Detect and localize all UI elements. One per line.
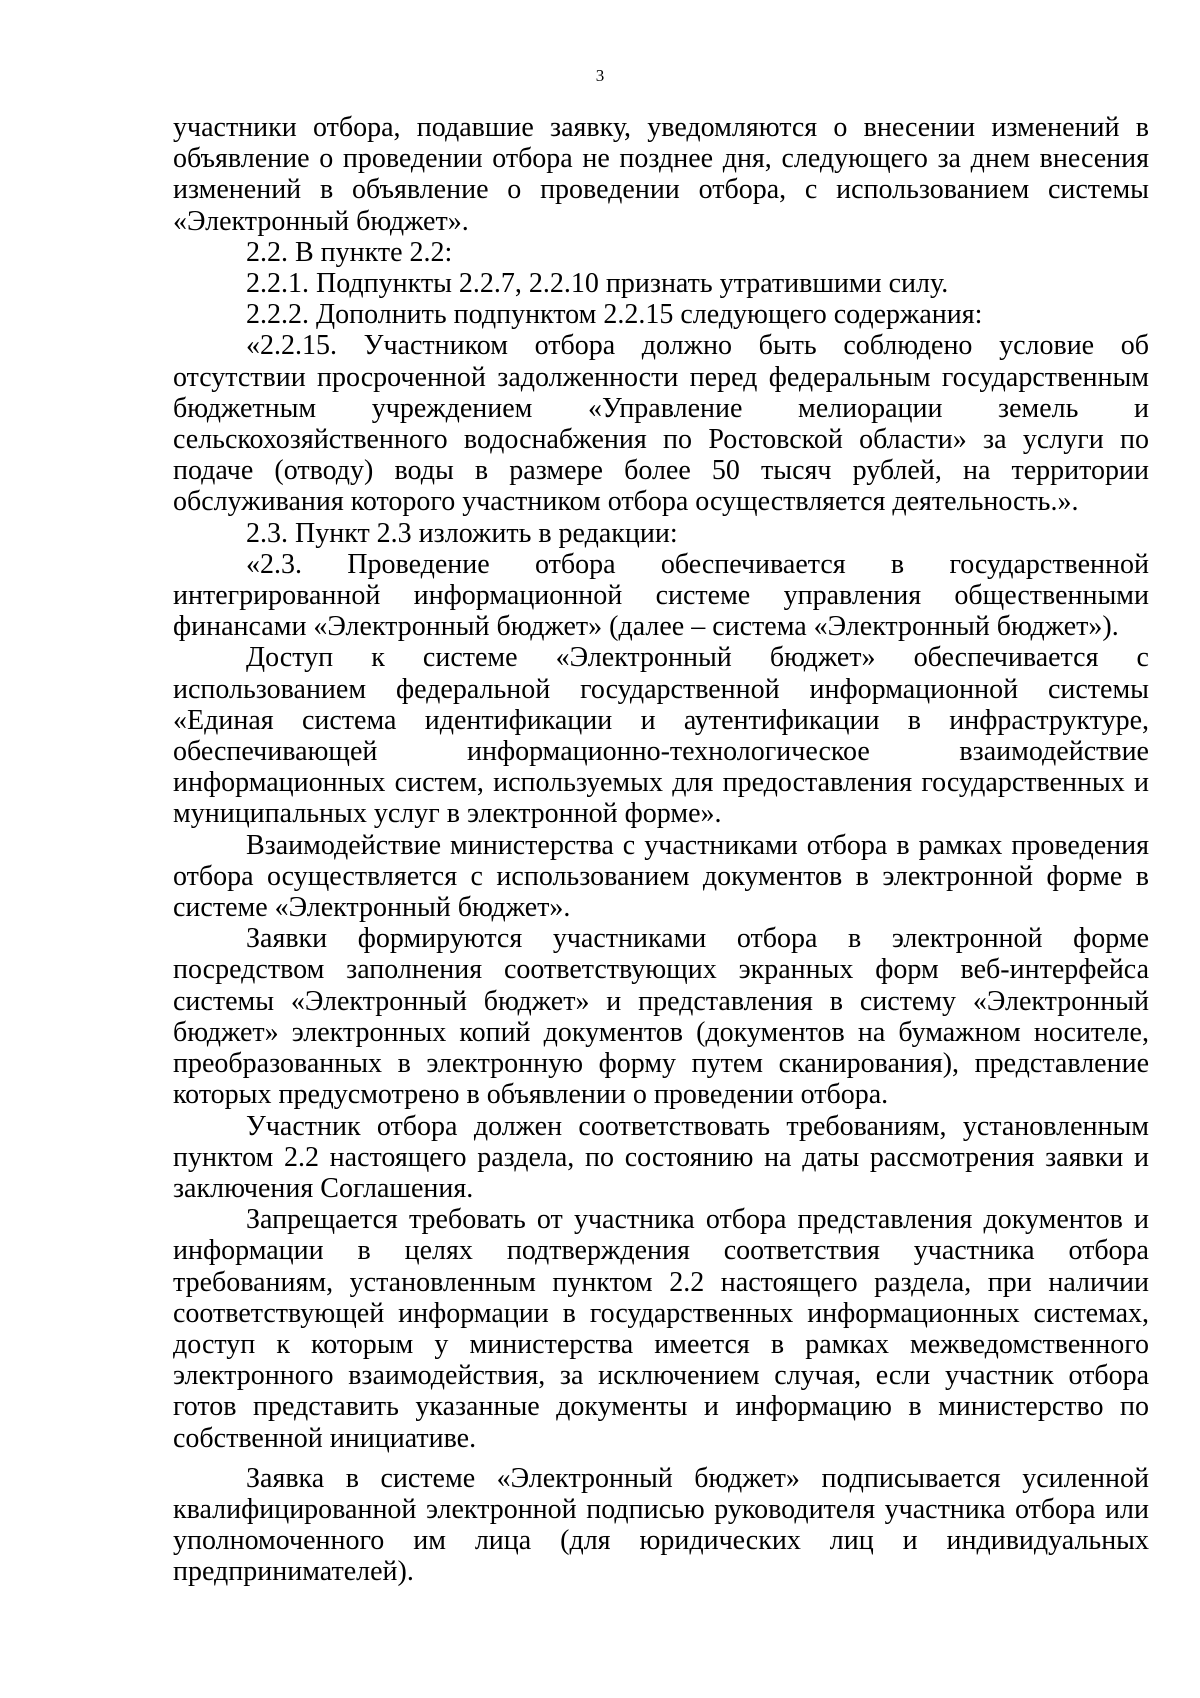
paragraph-continuation: участники отбора, подавшие заявку, уведомляются о внесении изменений в объявление о проведении отбора не позднее дня, следующего за днем внесения изменений в объявление о проведении отбора, с использованием системы «Электронный бюджет». <box>173 112 1149 237</box>
document-body <box>173 112 1149 1588</box>
paragraph-access: Доступ к системе «Электронный бюджет» обеспечивается с использованием федеральной государственной информационной системы «Единая система идентификации и аутентификации в инфраструктуре, обеспечивающей информационно-технологическое взаимодействие информационных систем, используемых для предоставления государственных и муниципальных услуг в электронной форме». <box>173 642 1149 830</box>
paragraph-requirements: Участник отбора должен соответствовать требованиям, установленным пунктом 2.2 настоящего раздела, по состоянию на даты рассмотрения заявки и заключения Соглашения. <box>173 1110 1149 1204</box>
paragraph-interaction: Взаимодействие министерства с участниками отбора в рамках проведения отбора осуществляется с использованием документов в электронной форме в системе «Электронный бюджет». <box>173 829 1149 924</box>
paragraph-applications: Заявки формируются участниками отбора в электронной форме посредством заполнения соответствующих экранных форм веб-интерфейса системы «Электронный бюджет» и представления в систему «Электронный бюджет» электронных копий документов (документов на бумажном носителе, преобразованных в электронную форму путем сканирования), представление которых предусмотрено в объявлении о проведении отбора. <box>173 923 1149 1111</box>
paragraph-clause-2-3: 2.3. Пункт 2.3 изложить в редакции: <box>246 517 678 549</box>
paragraph-clause-2-2-15: «2.2.15. Участником отбора должно быть соблюдено условие об отсутствии просроченной задолженности перед федеральным государственным бюджетным учреждением «Управление мелиорации земель и сельскохозяйственного водоснабжения по Ростовской области» за услуги по подаче (отводу) воды в размере более 50 тысяч рублей, на территории обслуживания которого участником отбора осуществляется деятельность.». <box>173 330 1149 518</box>
paragraph-clause-2-2-1: 2.2.1. Подпункты 2.2.7, 2.2.10 признать утратившими силу. <box>246 268 949 300</box>
paragraph-signature: Заявка в системе «Электронный бюджет» подписывается усиленной квалифицированной электронной подписью руководителя участника отбора или уполномоченного им лица (для юридических лиц и индивидуальных предпринимателей). <box>173 1462 1149 1588</box>
paragraph-clause-2-2-2: 2.2.2. Дополнить подпунктом 2.2.15 следующего содержания: <box>246 299 983 331</box>
page-number: 3 <box>595 66 605 85</box>
paragraph-clause-2-3-text: «2.3. Проведение отбора обеспечивается в государственной интегрированной информационной системе управления общественными финансами «Электронный бюджет» (далее – система «Электронный бюджет»). <box>173 548 1149 643</box>
paragraph-prohibition: Запрещается требовать от участника отбора представления документов и информации в целях подтверждения соответствия участника отбора требованиям, установленным пунктом 2.2 настоящего раздела, при наличии соответствующей информации в государственных информационных системах, доступ к которым у министерства имеется в рамках межведомственного электронного взаимодействия, за исключением случая, если участник отбора готов представить указанные документы и информацию в министерство по собственной инициативе. <box>173 1204 1149 1454</box>
paragraph-clause-2-2: 2.2. В пункте 2.2: <box>246 236 453 268</box>
